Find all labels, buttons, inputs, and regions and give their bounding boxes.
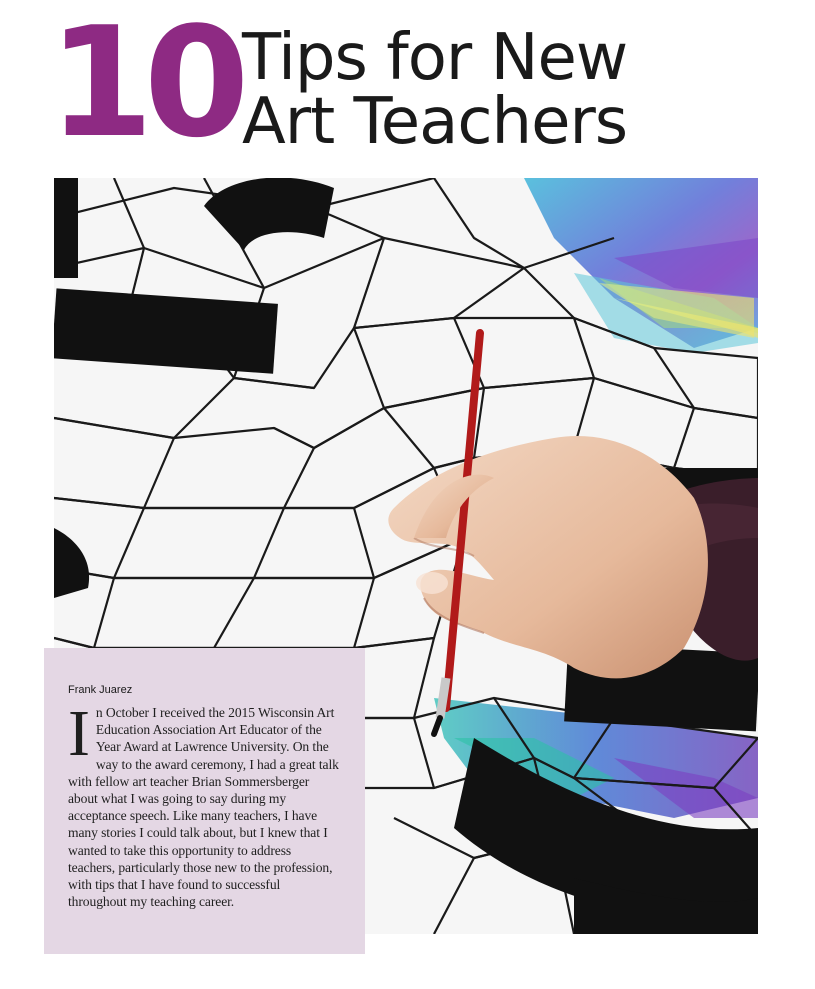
title-number: 10 [48, 0, 240, 171]
title-line-1: Tips for New [242, 21, 628, 95]
author-byline: Frank Juarez [68, 684, 133, 696]
intro-box [44, 648, 365, 954]
intro-text-body: n October I received the 2015 Wisconsin Art Education Association Art Educator of the Year Award at Lawrence University. On the way to the award ceremony, I had a great talk with fellow art teacher Brian Sommersberger about what I was going to say during my acceptance speech. Like many teachers, I have many stories I could talk about, but I knew that I wanted to take this opportunity to address teachers, particularly those new to the profession, with tips that I have found to successful throughout my teaching career. [68, 705, 339, 910]
drop-cap: I [68, 697, 90, 770]
intro-paragraph [68, 697, 339, 910]
title-line-2: Art Teachers [242, 85, 628, 159]
page-title [242, 21, 628, 159]
